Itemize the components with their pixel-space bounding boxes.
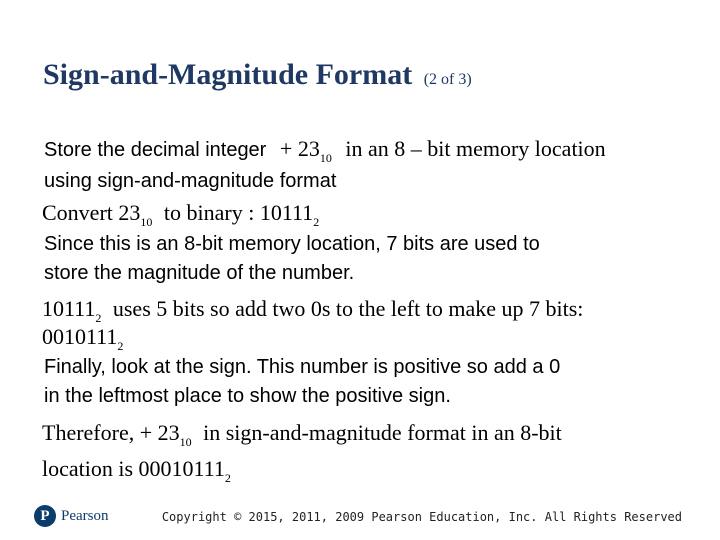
math-memory-location: in an 8 – bit memory location	[345, 136, 606, 161]
uses-5-bits-text: uses 5 bits so add two 0s to the left to make up 7 bits:	[112, 296, 584, 321]
math-plus-23: + 23	[279, 136, 320, 161]
line-finally-sign: Finally, look at the sign. This number is positive so add a 0	[44, 356, 561, 378]
binary-0010111: 0010111	[42, 324, 118, 349]
slide-title	[43, 58, 472, 92]
subscript-10: 10	[319, 151, 332, 165]
pearson-logo	[34, 505, 109, 527]
subscript-10: 10	[140, 215, 153, 229]
line-since-8bit: Since this is an 8-bit memory location, 7 bits are used to	[44, 233, 540, 255]
line-location-result	[42, 456, 231, 485]
therefore-prefix: Therefore, + 23	[42, 420, 180, 445]
store-text: Store the decimal integer	[44, 139, 267, 161]
line-store-magnitude: store the magnitude of the number.	[44, 262, 355, 284]
line-using-format: using sign-and-magnitude format	[44, 170, 337, 192]
line-store-decimal	[44, 136, 606, 165]
pearson-logo-icon: P	[34, 505, 56, 527]
title-page-indicator: (2 of 3)	[423, 71, 472, 88]
therefore-rest: in sign-and-magnitude format in an 8-bit	[203, 420, 562, 445]
copyright-notice: Copyright © 2015, 2011, 2009 Pearson Education, Inc. All Rights Reserved	[161, 510, 682, 524]
binary-10111: 10111	[42, 296, 96, 321]
line-uses-5-bits	[42, 296, 584, 325]
subscript-2: 2	[224, 471, 231, 485]
line-convert	[42, 200, 320, 229]
subscript-2: 2	[117, 339, 124, 353]
subscript-2: 2	[313, 215, 320, 229]
line-padded-binary	[42, 324, 124, 353]
line-therefore	[42, 420, 562, 449]
pearson-logo-text: Pearson	[61, 507, 109, 524]
convert-binary: to binary : 10111	[163, 200, 314, 225]
math-value	[279, 136, 332, 165]
result-binary: location is 00010111	[42, 456, 225, 481]
subscript-2: 2	[95, 311, 102, 325]
line-leftmost-place: in the leftmost place to show the positive sign.	[44, 385, 451, 407]
subscript-10: 10	[179, 435, 192, 449]
title-main: Sign-and-Magnitude Format	[43, 58, 413, 91]
convert-prefix: Convert 23	[42, 200, 141, 225]
